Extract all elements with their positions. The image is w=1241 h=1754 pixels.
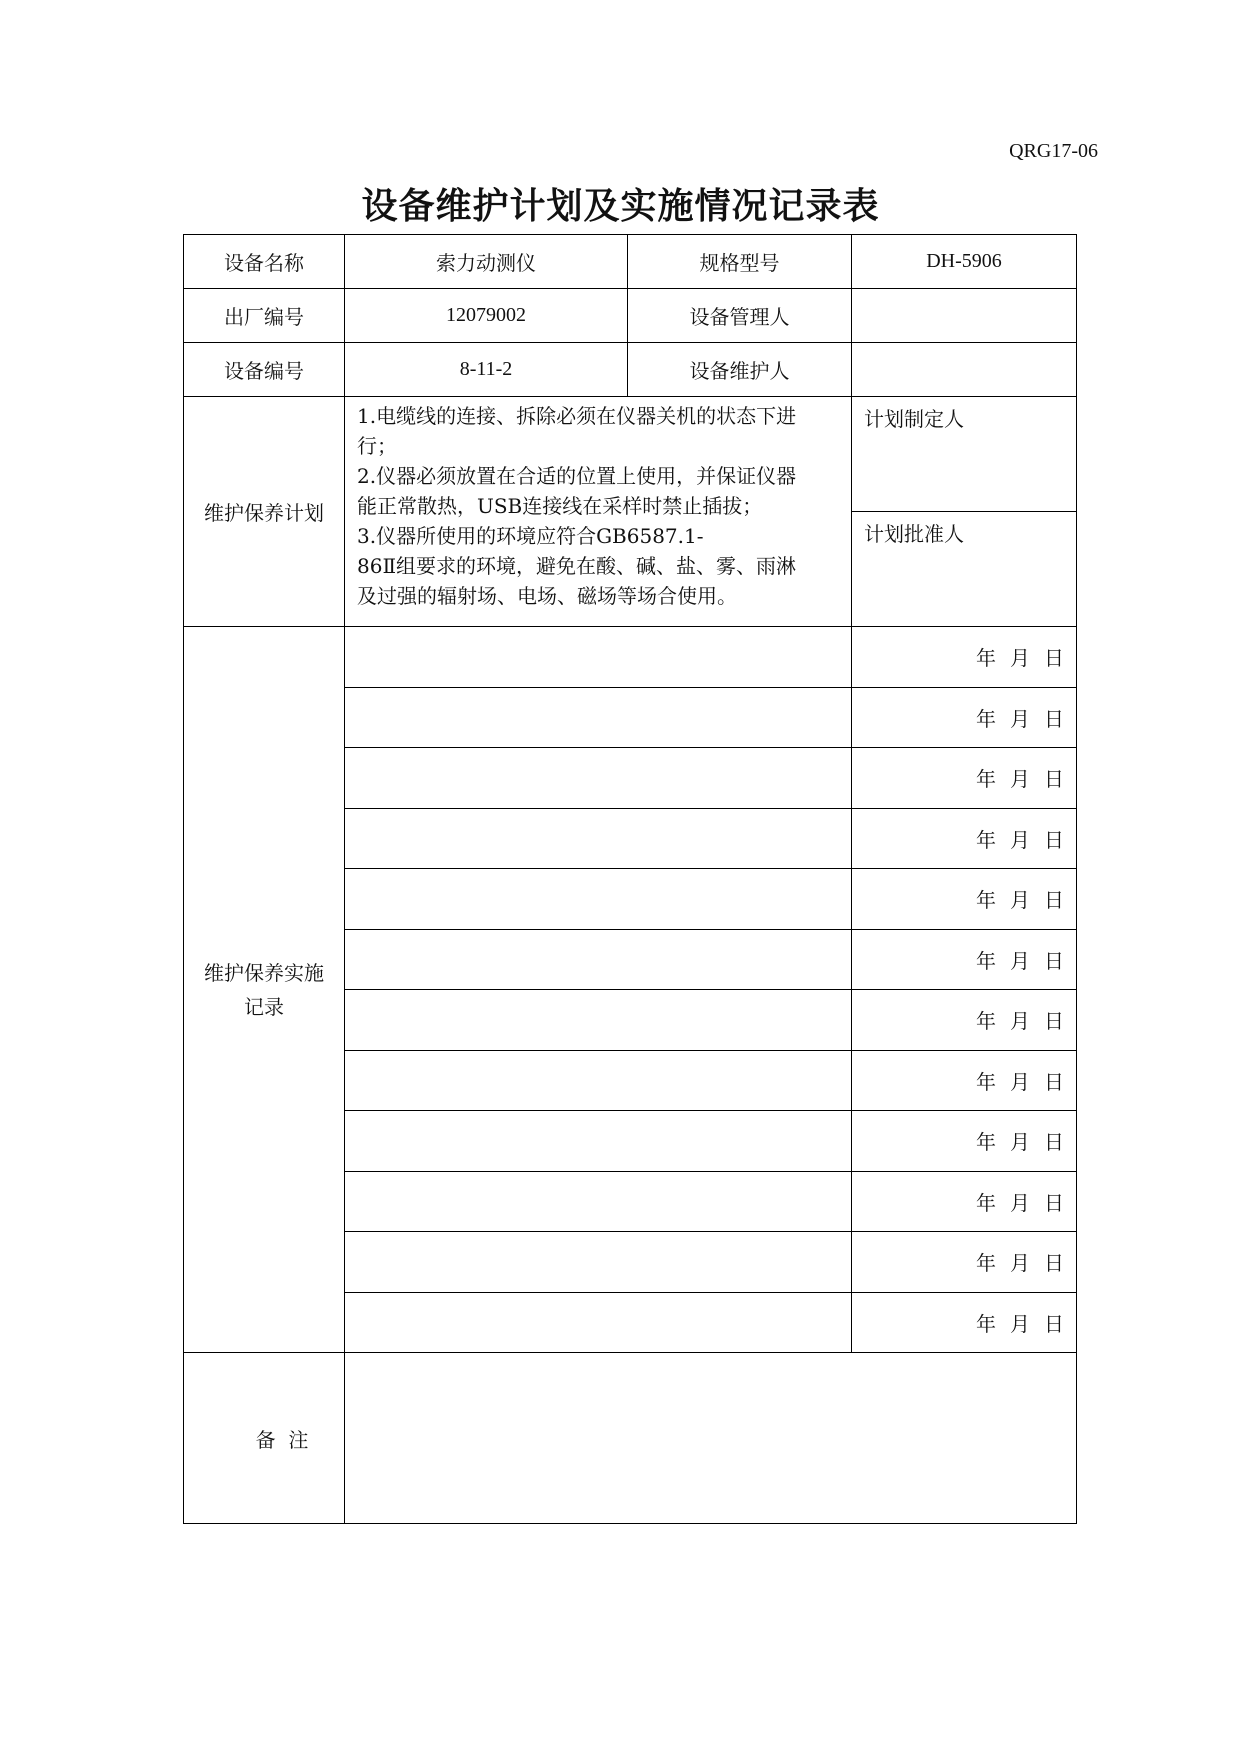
date-day: 日 [1044,706,1064,731]
info-row-device-name [184,235,1077,289]
date-month: 月 [1010,706,1030,731]
date-month: 月 [1010,1130,1030,1155]
document-title: 设备维护计划及实施情况记录表 [361,185,880,227]
record-row [184,627,1077,688]
info-row-serial [184,289,1077,343]
date-day: 日 [1044,1069,1064,1094]
record-content[interactable] [345,990,852,1051]
spec-value: DH-5906 [852,235,1077,289]
date-month: 月 [1010,1009,1030,1034]
date-day: 日 [1044,1009,1064,1034]
record-date [852,1111,1077,1172]
plan-line: 及过强的辐射场、电场、磁场等场合使用。 [357,584,737,608]
serial-value: 12079002 [345,289,628,343]
plan-label: 维护保养计划 [184,397,345,627]
record-content[interactable] [345,1171,852,1232]
record-date [852,687,1077,748]
record-content[interactable] [345,1232,852,1293]
remarks-content[interactable] [345,1353,1077,1524]
date-day: 日 [1044,1251,1064,1276]
date-month: 月 [1010,1190,1030,1215]
date-year: 年 [976,1009,996,1034]
date-day: 日 [1044,948,1064,973]
approver-label: 计划批准人 [864,522,964,546]
record-content[interactable] [345,687,852,748]
date-day: 日 [1044,646,1064,671]
date-day: 日 [1044,1311,1064,1336]
date-day: 日 [1044,888,1064,913]
device-name-value: 索力动测仪 [345,235,628,289]
record-content[interactable] [345,1050,852,1111]
date-month: 月 [1010,948,1030,973]
spec-label: 规格型号 [628,235,852,289]
record-content[interactable] [345,869,852,930]
device-no-value: 8-11-2 [345,343,628,397]
plan-line: 能正常散热，USB连接线在采样时禁止插拔； [357,494,763,518]
date-year: 年 [976,888,996,913]
info-row-device-no [184,343,1077,397]
maintainer-label: 设备维护人 [628,343,852,397]
date-month: 月 [1010,1069,1030,1094]
record-content[interactable] [345,808,852,869]
plan-line: 1.电缆线的连接、拆除必须在仪器关机的状态下进 [357,404,797,428]
date-month: 月 [1010,767,1030,792]
date-month: 月 [1010,888,1030,913]
manager-label: 设备管理人 [628,289,852,343]
record-label [184,627,345,1353]
date-year: 年 [976,948,996,973]
serial-label: 出厂编号 [184,289,345,343]
plan-row-top [184,397,1077,512]
remarks-label: 备 注 [184,1353,345,1524]
document-code: QRG17-06 [1009,140,1098,162]
record-date [852,929,1077,990]
plan-line: 行； [357,434,397,458]
date-year: 年 [976,1311,996,1336]
maintenance-form-table [183,234,1077,1524]
remarks-row [184,1353,1077,1524]
date-year: 年 [976,827,996,852]
date-month: 月 [1010,1251,1030,1276]
date-year: 年 [976,1069,996,1094]
date-year: 年 [976,767,996,792]
date-day: 日 [1044,827,1064,852]
date-day: 日 [1044,1190,1064,1215]
date-month: 月 [1010,1311,1030,1336]
plan-line: 86Ⅱ组要求的环境，避免在酸、碱、盐、雾、雨淋 [357,554,797,578]
plan-line: 3.仪器所使用的环境应符合GB6587.1- [357,524,704,548]
record-content[interactable] [345,929,852,990]
plan-text [345,397,852,627]
date-month: 月 [1010,646,1030,671]
date-year: 年 [976,706,996,731]
planner-label: 计划制定人 [864,407,964,431]
date-year: 年 [976,646,996,671]
record-content[interactable] [345,627,852,688]
date-year: 年 [976,1190,996,1215]
date-day: 日 [1044,1130,1064,1155]
record-date [852,1171,1077,1232]
record-label-line: 记录 [244,994,284,1019]
record-date [852,990,1077,1051]
record-content[interactable] [345,1292,852,1353]
record-date [852,1050,1077,1111]
record-date [852,627,1077,688]
record-date [852,748,1077,809]
manager-value [852,289,1077,343]
plan-line: 2.仪器必须放置在合适的位置上使用，并保证仪器 [357,464,797,488]
planner-signature-cell [852,397,1077,512]
record-label-line: 维护保养实施 [204,960,324,985]
date-year: 年 [976,1251,996,1276]
record-date [852,808,1077,869]
date-month: 月 [1010,827,1030,852]
approver-signature-cell [852,512,1077,627]
record-content[interactable] [345,1111,852,1172]
record-date [852,869,1077,930]
device-name-label: 设备名称 [184,235,345,289]
record-content[interactable] [345,748,852,809]
maintainer-value [852,343,1077,397]
date-year: 年 [976,1130,996,1155]
record-date [852,1292,1077,1353]
date-day: 日 [1044,767,1064,792]
device-no-label: 设备编号 [184,343,345,397]
record-date [852,1232,1077,1293]
